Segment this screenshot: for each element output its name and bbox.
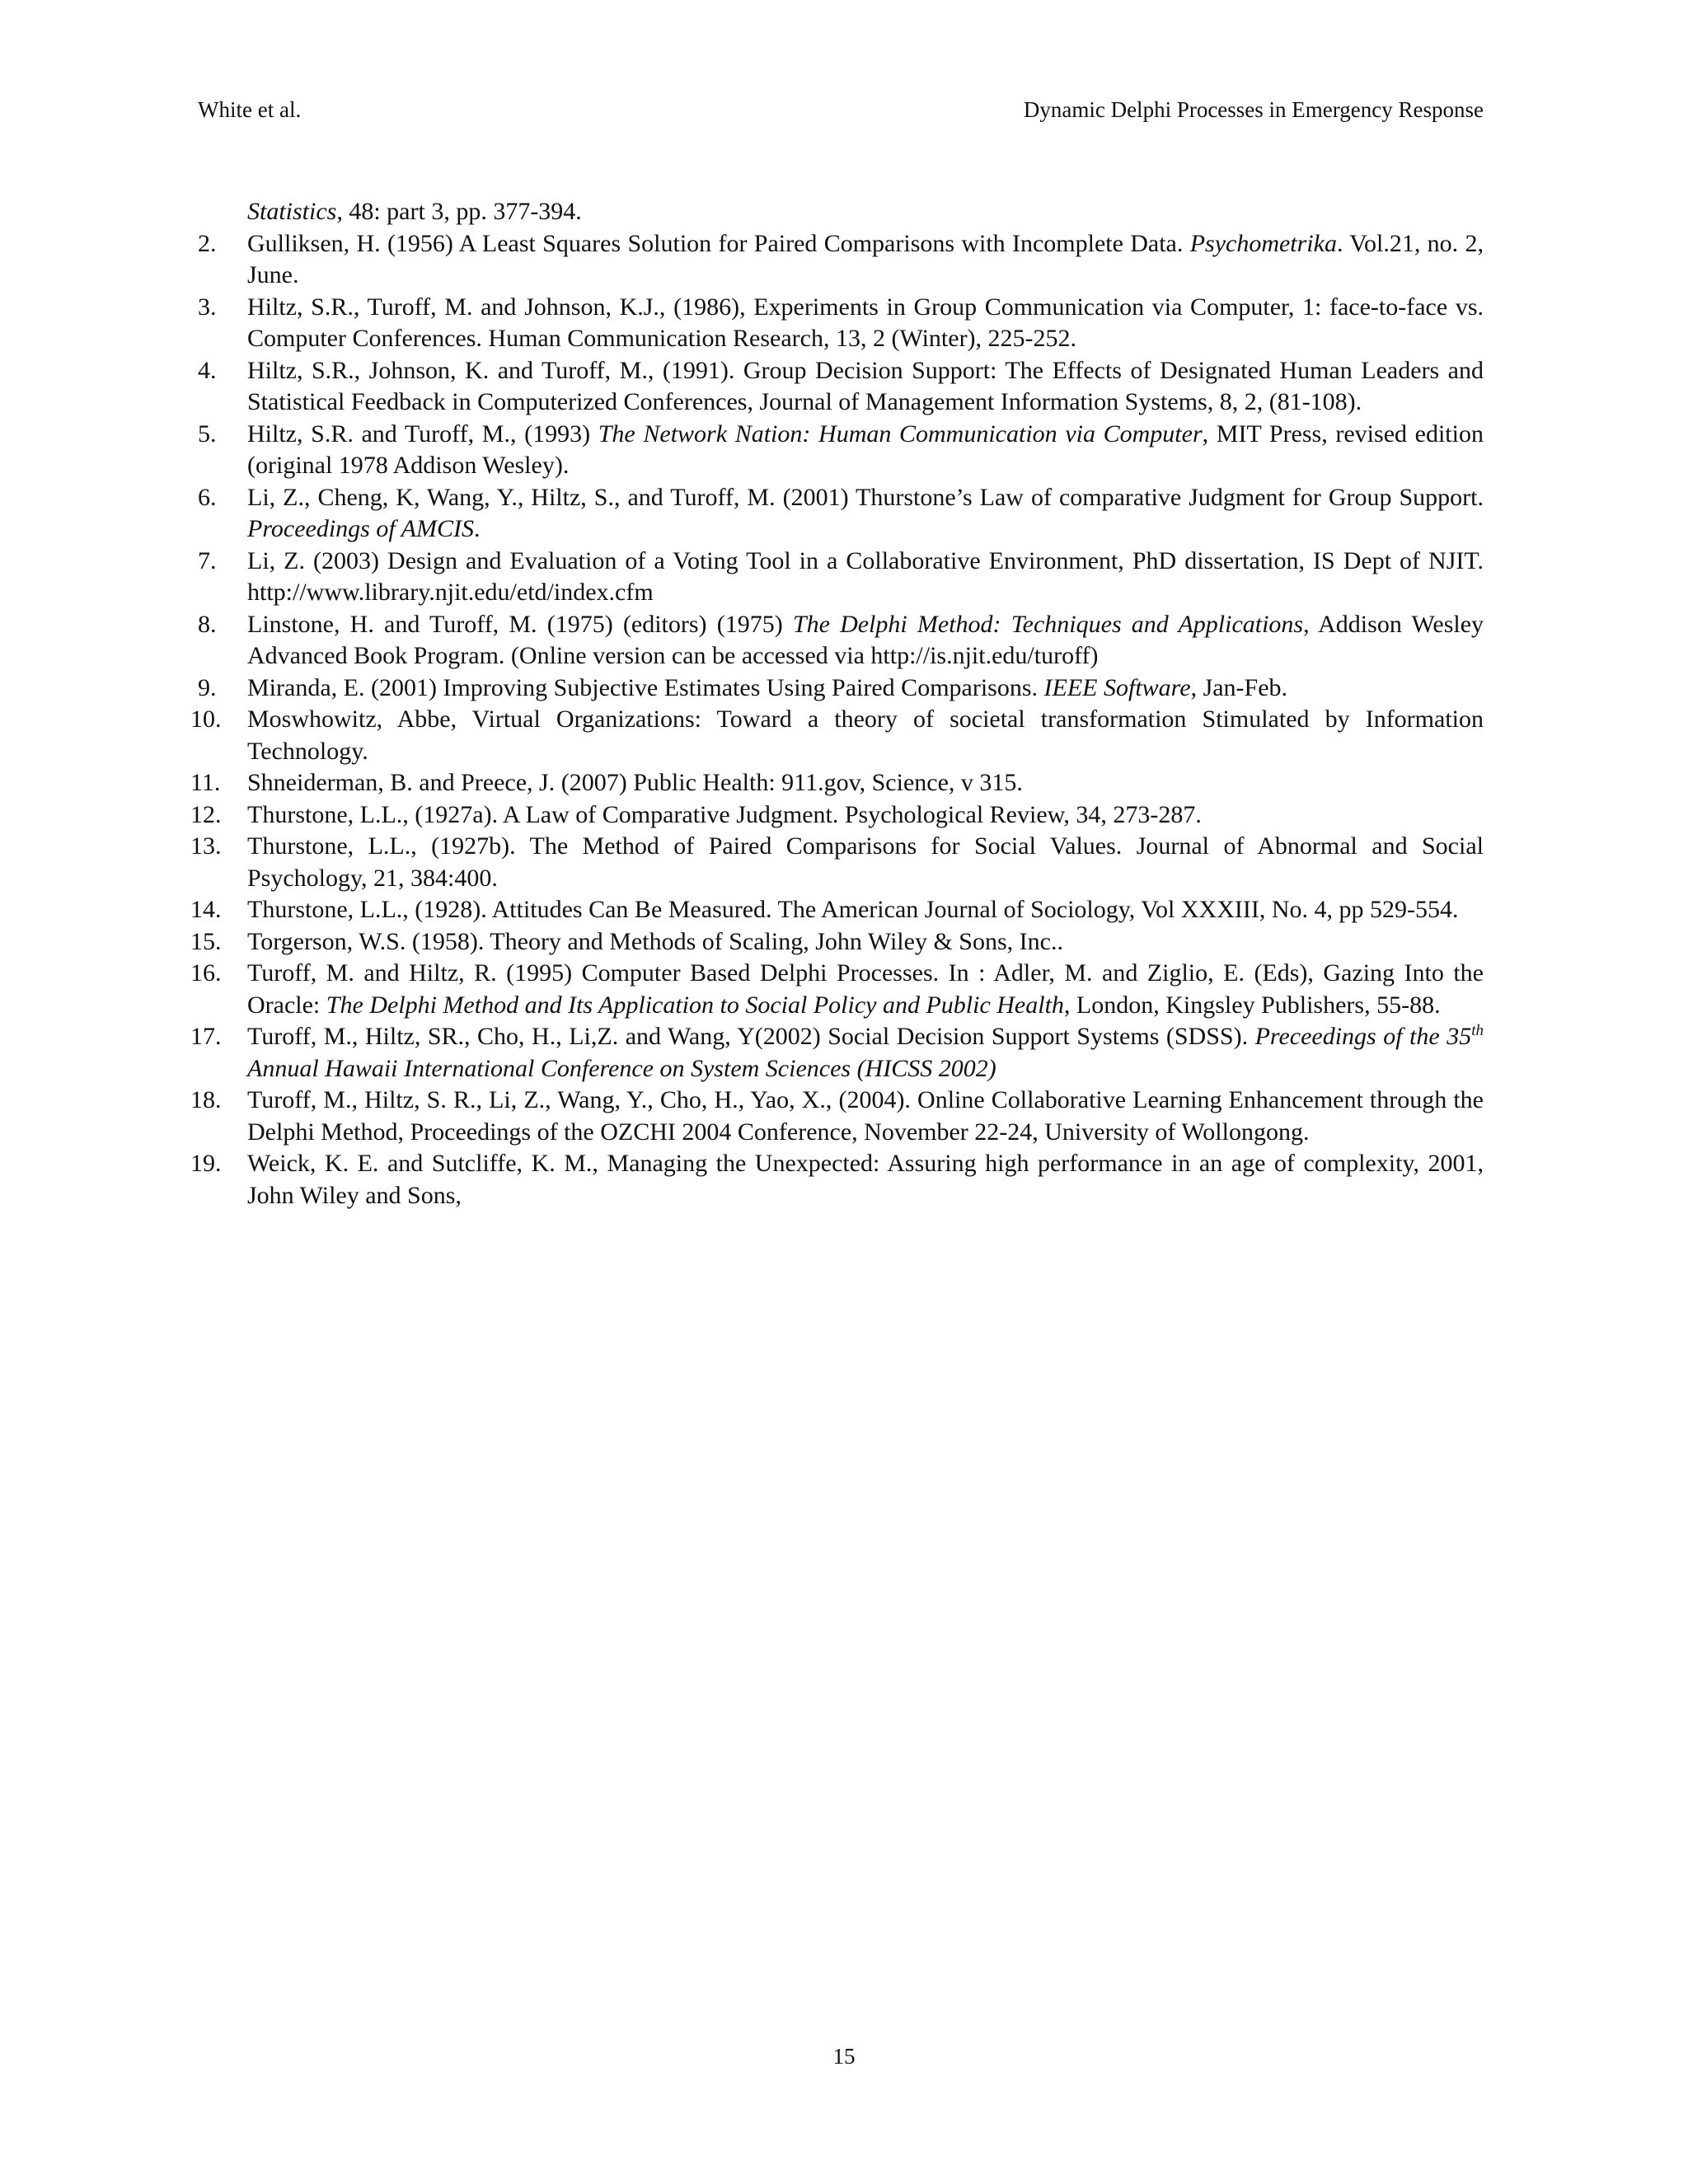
reference-item	[190, 767, 1484, 799]
reference-text	[247, 705, 1484, 765]
reference-text-part: Weick, K. E. and Sutcliffe, K. M., Managing the Unexpected: Assuring high performance in an age of complexity, 2001, John Wiley and Sons,	[247, 1150, 1484, 1209]
reference-text-part: Hiltz, S.R., Johnson, K. and Turoff, M., (1991). Group Decision Support: The Effects of Designated Human Leaders and Statistical Feedback in Computerized Conferences, Journal of Management Information Systems, 8, 2, (81-108).	[247, 356, 1484, 415]
reference-items	[190, 228, 1484, 1212]
reference-text-part: Turoff, M., Hiltz, SR., Cho, H., Li,Z. and Wang, Y(2002) Social Decision Support Systems (SDSS).	[247, 1023, 1255, 1050]
reference-number: 18.	[190, 1086, 222, 1113]
reference-item	[198, 292, 1484, 355]
reference-number: 8.	[198, 610, 217, 638]
reference-italic-title: IEEE Software	[1043, 673, 1191, 701]
reference-text	[247, 1150, 1484, 1209]
reference-number: 3.	[198, 293, 217, 321]
reference-italic-title: The Network Nation: Human Communication via Computer	[598, 419, 1203, 448]
reference-text-part: Hiltz, S.R. and Turoff, M., (1993)	[247, 419, 598, 448]
reference-text	[247, 611, 1484, 670]
reference-item	[198, 482, 1484, 546]
reference-item	[190, 1021, 1484, 1085]
reference-text-part: .	[473, 515, 481, 542]
reference-text	[247, 1086, 1484, 1146]
reference-text	[247, 293, 1484, 353]
reference-text-part: Shneiderman, B. and Preece, J. (2007) Public Health: 911.gov, Science, v 315.	[247, 769, 1023, 796]
reference-item	[190, 704, 1484, 767]
reference-text	[247, 959, 1484, 1019]
reference-italic-title: Psychometrika	[1189, 229, 1337, 257]
reference-number: 16.	[190, 959, 222, 987]
reference-text-part: Gulliksen, H. (1956) A Least Squares Solution for Paired Comparisons with Incomplete Data.	[247, 229, 1190, 257]
reference-text	[247, 832, 1484, 892]
reference-text-part: , MIT Press, revised edition (original 1978 Addison Wesley).	[247, 419, 1484, 479]
reference-text	[247, 896, 1459, 923]
reference-item	[198, 546, 1484, 609]
reference-text	[247, 230, 1484, 289]
reference-number: 13.	[190, 832, 222, 860]
continuation-text: 48: part 3, pp. 377-394.	[342, 198, 582, 225]
reference-number: 2.	[198, 229, 217, 257]
reference-text-part: Torgerson, W.S. (1958). Theory and Methods of Scaling, John Wiley & Sons, Inc..	[247, 927, 1063, 955]
reference-text-part: Linstone, H. and Turoff, M. (1975) (editors) (1975)	[247, 610, 793, 638]
reference-text	[247, 357, 1484, 416]
reference-italic-title: Proceedings of AMCIS	[247, 515, 474, 542]
reference-text-part: Turoff, M. and Hiltz, R. (1995) Computer Based Delphi Processes. In : Adler, M. and Ziglio, E. (Eds), Gazing Into the Oracle:	[247, 959, 1484, 1019]
reference-number: 19.	[190, 1150, 222, 1177]
continuation-italic: Statistics,	[247, 198, 343, 225]
reference-item	[190, 831, 1484, 894]
reference-text-part: , Addison Wesley Advanced Book Program. (Online version can be accessed via http://is.njit.edu/turoff)	[247, 610, 1484, 669]
page-number: 15	[832, 2044, 856, 2069]
reference-number: 4.	[198, 356, 217, 384]
reference-text-part: . Vol.21, no. 2, June.	[247, 229, 1484, 288]
reference-item	[190, 1148, 1484, 1212]
reference-number: 11.	[190, 769, 221, 796]
reference-text-part: Moswhowitz, Abbe, Virtual Organizations: Toward a theory of societal transformation Stimulated by Information Technology.	[247, 705, 1484, 765]
reference-text	[247, 928, 1063, 955]
reference-text-part: Li, Z., Cheng, K, Wang, Y., Hiltz, S., and Turoff, M. (2001) Thurstone’s Law of comparative Judgment for Group Support.	[247, 483, 1484, 511]
reference-number: 5.	[198, 419, 217, 448]
running-header	[198, 97, 1484, 130]
reference-number: 12.	[190, 800, 222, 828]
reference-text-part: , London, Kingsley Publishers, 55-88.	[1063, 991, 1441, 1019]
reference-number: 9.	[198, 673, 217, 701]
reference-text	[247, 674, 1287, 701]
header-authors: White et al.	[198, 97, 302, 122]
reference-item	[190, 958, 1484, 1021]
reference-list	[190, 196, 1484, 1212]
reference-text-part: Turoff, M., Hiltz, S. R., Li, Z., Wang, Y., Cho, H., Yao, X., (2004). Online Collaborative Learning Enhancement through the Delphi Method, Proceedings of the OZCHI 2004 Conference, November 22-24, University of Wollongong.	[247, 1086, 1484, 1146]
reference-text-part: Thurstone, L.L., (1928). Attitudes Can Be Measured. The American Journal of Sociology, Vol XXXIII, No. 4, pp 529-554.	[247, 896, 1459, 923]
reference-item	[190, 894, 1484, 926]
reference-number: 17.	[190, 1023, 222, 1050]
reference-text-part: Hiltz, S.R., Turoff, M. and Johnson, K.J., (1986), Experiments in Group Communication via Computer, 1: face-to-face vs. Computer Conferences. Human Communication Research, 13, 2 (Winter), 225-252.	[247, 293, 1484, 352]
reference-text	[247, 1023, 1484, 1082]
reference-text-part: Thurstone, L.L., (1927b). The Method of Paired Comparisons for Social Values. Journal of Abnormal and Social Psychology, 21, 384:400.	[247, 832, 1484, 892]
reference-italic-title: The Delphi Method: Techniques and Applications	[792, 610, 1304, 638]
reference-item	[198, 609, 1484, 673]
reference-italic-part: Preceedings of the 35	[1254, 1023, 1472, 1050]
reference-continuation	[198, 196, 1484, 228]
reference-text	[247, 484, 1484, 543]
reference-item	[198, 228, 1484, 292]
reference-italic-title: The Delphi Method and Its Application to Social Policy and Public Health	[326, 991, 1064, 1019]
reference-number: 15.	[190, 927, 222, 955]
reference-text	[247, 769, 1023, 796]
reference-text-part: Miranda, E. (2001) Improving Subjective Estimates Using Paired Comparisons.	[247, 673, 1044, 701]
reference-item	[190, 926, 1484, 958]
reference-item	[190, 799, 1484, 832]
reference-item	[190, 1085, 1484, 1148]
reference-text	[247, 547, 1484, 607]
reference-number: 6.	[198, 483, 217, 511]
reference-item	[198, 355, 1484, 419]
reference-text	[247, 420, 1484, 480]
reference-text-part: Li, Z. (2003) Design and Evaluation of a Voting Tool in a Collaborative Environment, PhD dissertation, IS Dept of NJIT. http://www.library.njit.edu/etd/index.cfm	[247, 546, 1484, 606]
reference-text	[247, 801, 1202, 828]
reference-number: 7.	[198, 546, 217, 574]
reference-item	[198, 419, 1484, 482]
reference-number: 10.	[190, 705, 222, 733]
reference-item	[198, 673, 1484, 705]
reference-text-part: , Jan-Feb.	[1190, 673, 1288, 701]
reference-number: 14.	[190, 896, 222, 923]
header-title: Dynamic Delphi Processes in Emergency Response	[1023, 97, 1484, 122]
ordinal-superscript: th	[1471, 1022, 1484, 1039]
reference-italic-part: Annual Hawaii International Conference on System Sciences (HICSS 2002)	[247, 1054, 996, 1082]
reference-text-part: Thurstone, L.L., (1927a). A Law of Comparative Judgment. Psychological Review, 34, 273-287.	[247, 800, 1202, 828]
